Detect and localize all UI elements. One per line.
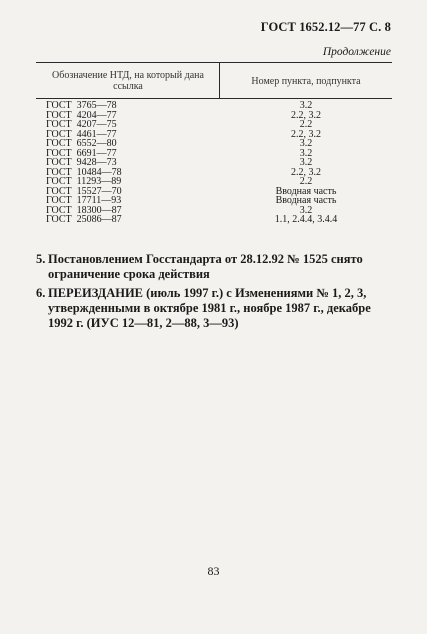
item-text: ПЕРЕИЗДАНИЕ (июль 1997 г.) с Изменениями № 1, 2, 3, утвержденными в октябре 1981 г., ноябре 1987 г., декабре 1992 г. (ИУС 12—81, 2—88, 3—93) xyxy=(48,286,371,330)
section-number: Вводная часть xyxy=(275,185,337,197)
reference-table-body xyxy=(0,101,427,225)
column-header-section: Номер пункта, подпункта xyxy=(251,76,361,87)
item-5-paragraph xyxy=(36,252,392,282)
document-code: ГОСТ 18300—87 xyxy=(46,204,122,216)
document-code: ГОСТ 3765—78 xyxy=(46,100,117,111)
document-code: ГОСТ 17711—93 xyxy=(46,195,122,206)
section-number: 2.2, 3.2 xyxy=(291,166,321,178)
table-row xyxy=(0,215,427,225)
section-number: 2.2, 3.2 xyxy=(291,128,321,140)
section-number: 3.2 xyxy=(299,157,313,168)
page-number: 83 xyxy=(207,564,220,578)
section-number: 1.1, 2.4.4, 3.4.4 xyxy=(274,214,338,225)
table-top-rule xyxy=(36,62,392,63)
section-number: Вводная часть xyxy=(275,195,337,206)
item-number: 6. xyxy=(36,286,46,300)
document-code: ГОСТ 25086—87 xyxy=(46,214,122,225)
section-number: 2.2 xyxy=(299,119,313,130)
document-code: ГОСТ 6691—77 xyxy=(46,147,117,159)
section-number: 3.2 xyxy=(299,147,313,159)
item-6-paragraph xyxy=(36,286,392,331)
section-number: 2.2, 3.2 xyxy=(291,109,321,121)
document-code: ГОСТ 4204—77 xyxy=(46,109,117,121)
document-code: ГОСТ 10484—78 xyxy=(46,166,122,178)
document-code: ГОСТ 15527—70 xyxy=(46,185,122,197)
document-code: ГОСТ 9428—73 xyxy=(46,157,117,168)
document-code: ГОСТ 4207—75 xyxy=(46,119,117,130)
continuation-label: Продолжение xyxy=(322,46,391,58)
document-code: ГОСТ 11293—89 xyxy=(46,176,122,187)
section-number: 2.2 xyxy=(299,176,313,187)
page-header: ГОСТ 1652.12—77 С. 8 xyxy=(260,20,391,34)
document-code: ГОСТ 6552—80 xyxy=(46,138,117,149)
item-number: 5. xyxy=(36,252,46,266)
table-header-rule xyxy=(36,98,392,99)
section-number: 3.2 xyxy=(299,138,313,149)
item-text: Постановлением Госстандарта от 28.12.92 № 1525 снято ограничение срока действия xyxy=(48,252,363,281)
section-number: 3.2 xyxy=(299,100,313,111)
section-number: 3.2 xyxy=(299,204,313,216)
column-header-document: Обозначение НТД, на который дана ссылка xyxy=(52,70,204,92)
table-column-divider xyxy=(219,62,220,98)
document-code: ГОСТ 4461—77 xyxy=(46,128,117,140)
